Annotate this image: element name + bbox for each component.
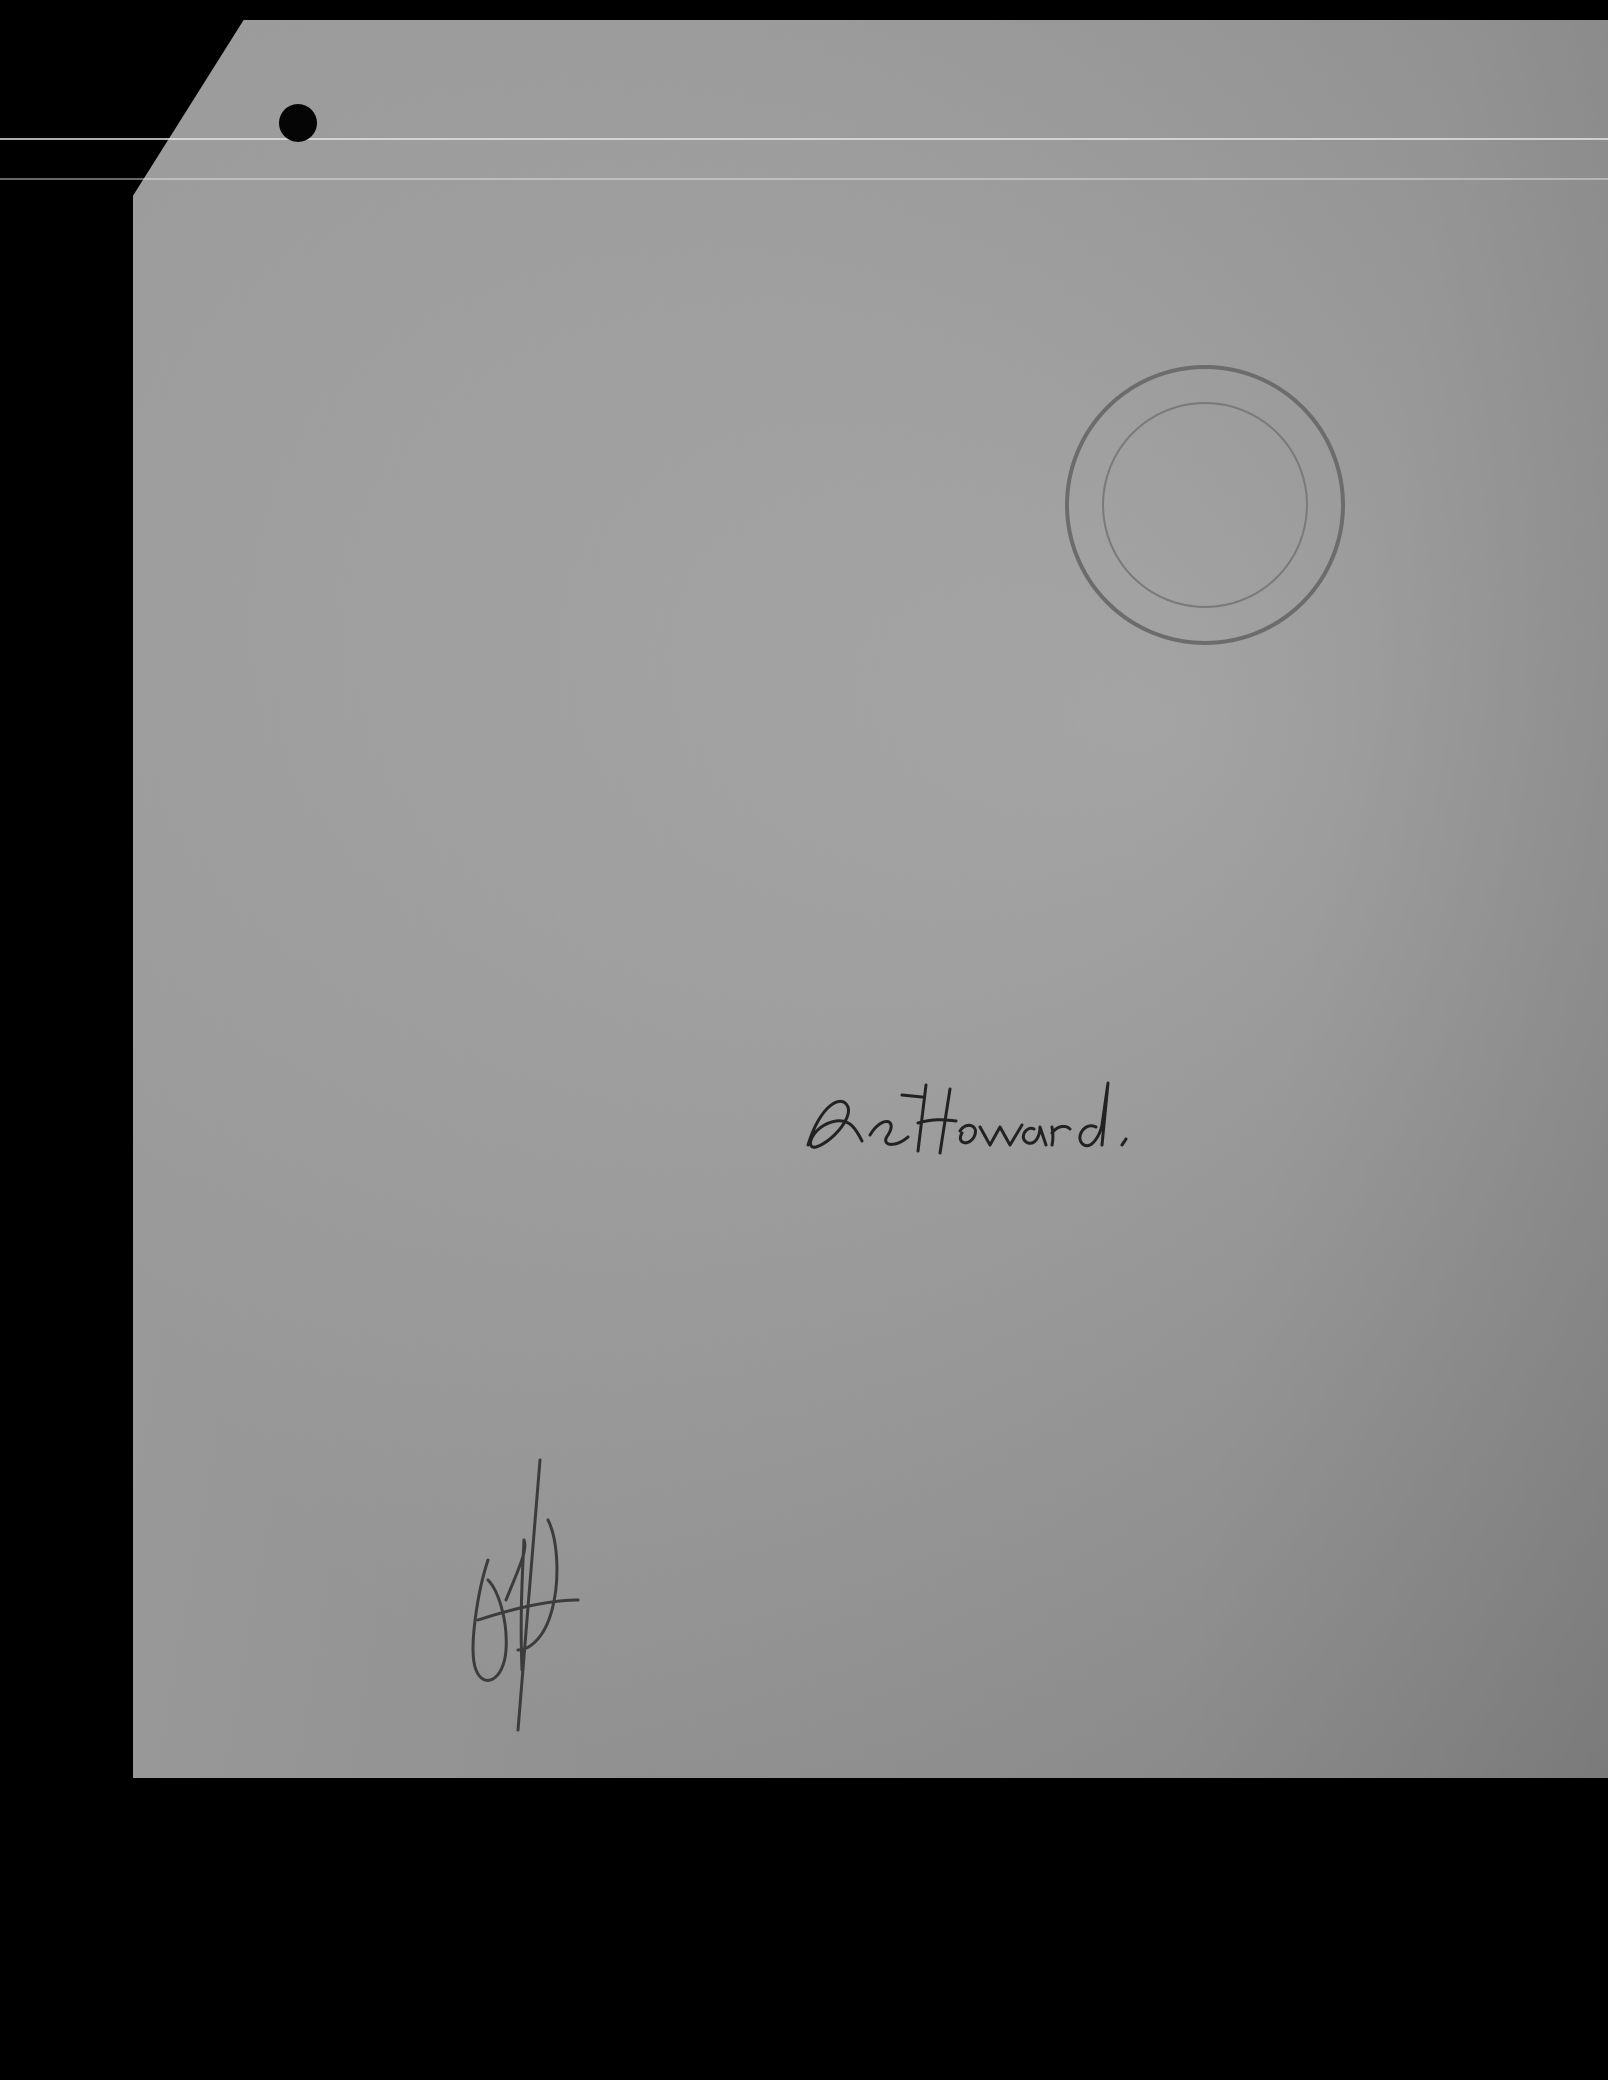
- pencil-initials: [448, 1450, 598, 1740]
- fold-crease: [0, 178, 1608, 180]
- registry-stamp: [1055, 355, 1355, 655]
- punch-hole: [279, 104, 317, 142]
- document-sheet: [133, 20, 1608, 1778]
- handwritten-signature: [790, 1065, 1150, 1175]
- fold-crease: [0, 138, 1608, 140]
